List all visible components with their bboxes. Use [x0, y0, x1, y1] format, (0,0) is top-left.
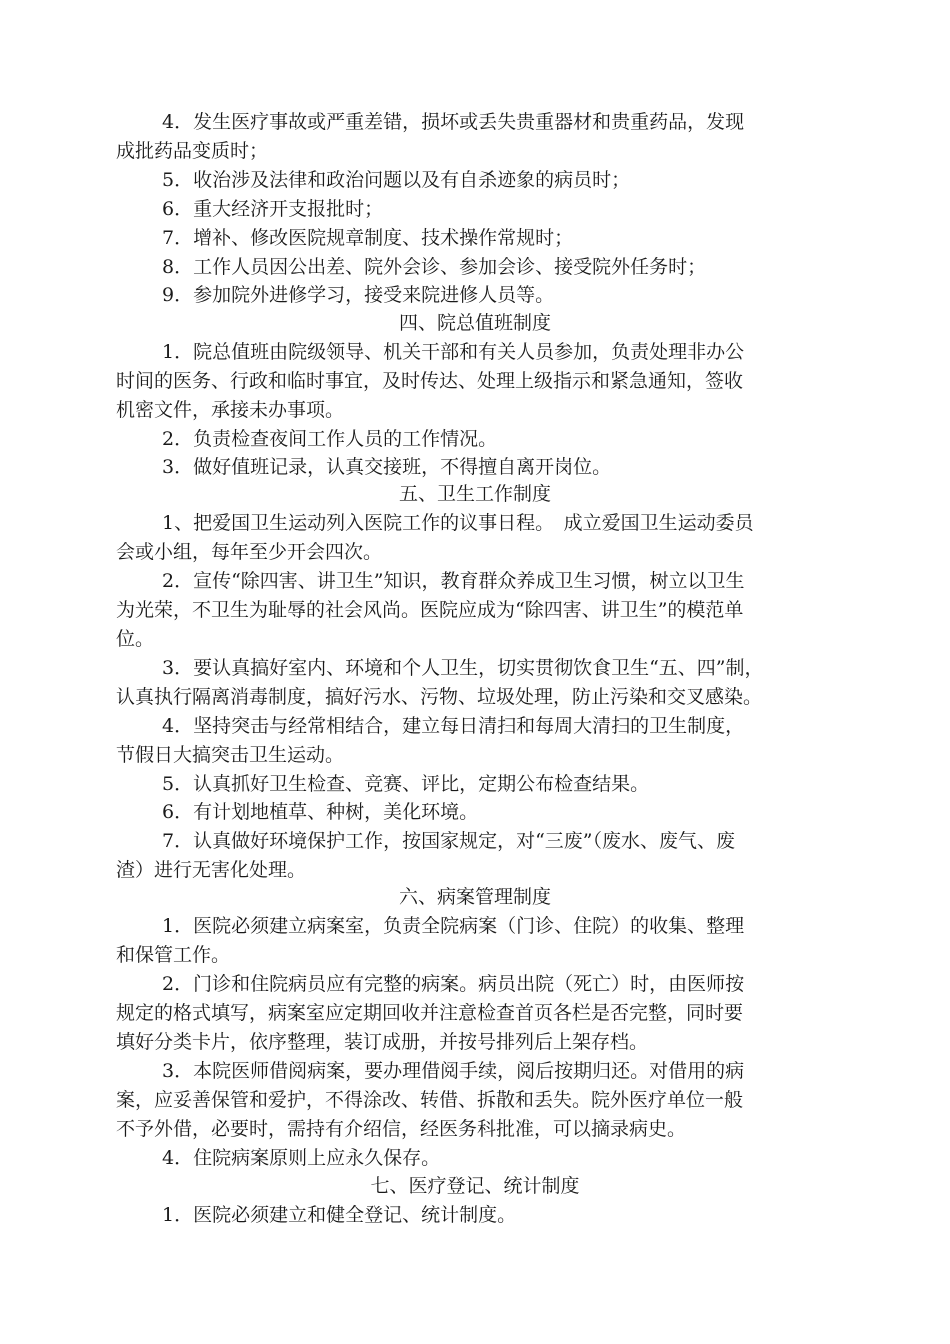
paragraph-line: 规定的格式填写，病案室应定期回收并注意检查首页各栏是否完整，同时要	[116, 1002, 744, 1024]
paragraph-line: 2．门诊和住院病员应有完整的病案。病员出院（死亡）时，由医师按	[162, 973, 745, 995]
paragraph-line: 成批药品变质时；	[116, 140, 269, 162]
section-heading: 四、院总值班制度	[398, 312, 551, 334]
paragraph-line: 时间的医务、行政和临时事宜，及时传达、处理上级指示和紧急通知，签收	[116, 370, 744, 392]
paragraph-line: 4．坚持突击与经常相结合，建立每日清扫和每周大清扫的卫生制度，	[162, 715, 745, 737]
section-heading: 七、医疗登记、统计制度	[370, 1175, 580, 1197]
paragraph-line: 6．重大经济开支报批时；	[162, 198, 384, 220]
paragraph-line: 3．做好值班记录，认真交接班，不得擅自离开岗位。	[162, 456, 612, 478]
paragraph-line: 8．工作人员因公出差、院外会诊、参加会诊、接受院外任务时；	[162, 256, 707, 278]
paragraph-line: 位。	[116, 628, 155, 650]
paragraph-line: 1．院总值班由院级领导、机关干部和有关人员参加，负责处理非办公	[162, 341, 745, 363]
paragraph-line: 2．负责检查夜间工作人员的工作情况。	[162, 428, 498, 450]
paragraph-line: 5．收治涉及法律和政治问题以及有自杀迹象的病员时；	[162, 169, 631, 191]
paragraph-line: 9．参加院外进修学习，接受来院进修人员等。	[162, 284, 555, 306]
paragraph-line: 1、把爱国卫生运动列入医院工作的议事日程。 成立爱国卫生运动委员	[162, 512, 754, 534]
paragraph-line: 不予外借，必要时，需持有介绍信，经医务科批准，可以摘录病史。	[116, 1118, 687, 1140]
paragraph-line: 3．要认真搞好室内、环境和个人卫生，切实贯彻饮食卫生“五、四”制，	[162, 657, 764, 679]
section-heading: 五、卫生工作制度	[398, 483, 551, 505]
section-heading: 六、病案管理制度	[398, 886, 551, 908]
paragraph-line: 3．本院医师借阅病案，要办理借阅手续，阅后按期归还。对借用的病	[162, 1060, 745, 1082]
paragraph-line: 渣）进行无害化处理。	[116, 859, 307, 881]
paragraph-line: 案，应妥善保管和爱护，不得涂改、转借、拆散和丢失。院外医疗单位一般	[116, 1089, 744, 1111]
paragraph-line: 会或小组，每年至少开会四次。	[116, 541, 383, 563]
paragraph-line: 为光荣，不卫生为耻辱的社会风尚。医院应成为“除四害、讲卫生”的模范单	[116, 599, 744, 621]
paragraph-line: 1．医院必须建立病案室，负责全院病案（门诊、住院）的收集、整理	[162, 915, 745, 937]
paragraph-line: 4．发生医疗事故或严重差错，损坏或丢失贵重器材和贵重药品，发现	[162, 111, 745, 133]
paragraph-line: 6．有计划地植草、种树，美化环境。	[162, 801, 479, 823]
paragraph-line: 机密文件，承接未办事项。	[116, 399, 345, 421]
paragraph-line: 认真执行隔离消毒制度，搞好污水、污物、垃圾处理，防止污染和交叉感染。	[116, 686, 763, 708]
paragraph-line: 5．认真抓好卫生检查、竞赛、评比，定期公布检查结果。	[162, 773, 650, 795]
paragraph-line: 1．医院必须建立和健全登记、统计制度。	[162, 1204, 517, 1226]
paragraph-line: 填好分类卡片，依序整理，装订成册，并按号排列后上架存档。	[116, 1031, 649, 1053]
paragraph-line: 7．认真做好环境保护工作，按国家规定，对“三废”（废水、废气、废	[162, 830, 736, 852]
paragraph-line: 4．住院病案原则上应永久保存。	[162, 1147, 441, 1169]
paragraph-line: 节假日大搞突击卫生运动。	[116, 744, 345, 766]
paragraph-line: 2．宣传“除四害、讲卫生”知识，教育群众养成卫生习惯，树立以卫生	[162, 570, 745, 592]
paragraph-line: 和保管工作。	[116, 944, 231, 966]
paragraph-line: 7．增补、修改医院规章制度、技术操作常规时；	[162, 227, 574, 249]
